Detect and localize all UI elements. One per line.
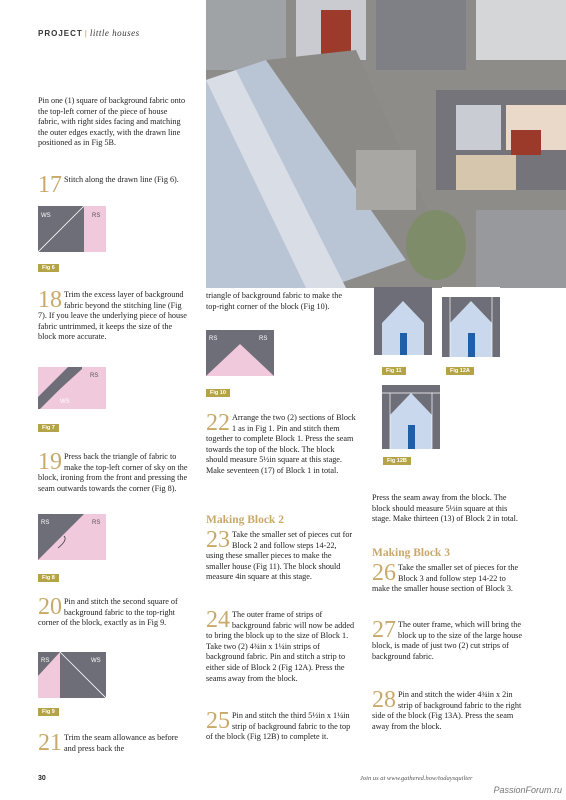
step-text: Pin and stitch the second square of background fabric to the top-right corner of the block, exactly as in Fig 9. — [38, 597, 178, 628]
ws-label: WS — [60, 399, 70, 405]
step-number: 23 — [206, 527, 230, 553]
rs-label: RS — [41, 658, 50, 664]
fig-12a-label: Fig 12A — [446, 367, 474, 375]
step-number: 20 — [38, 594, 62, 620]
step-number: 27 — [372, 617, 396, 643]
rs-label: RS — [209, 336, 218, 342]
step-text: Arrange the two (2) sections of Block 1 as in Fig 1. Pin and stitch them together to complete Block 1. Press the seam towards the top of the block. The block should measure 5½in square at this stage. Make seventeen (17) of Block 1 in total. — [206, 413, 356, 475]
fig-6-diagram — [38, 206, 106, 252]
step-text: Stitch along the drawn line (Fig 6). — [64, 175, 179, 184]
step-23 — [206, 527, 356, 583]
step-25-continued: Press the seam away from the block. The block should measure 5½in square at this stage. Make thirteen (13) of Block 2 in total. — [372, 493, 518, 524]
step-number: 21 — [38, 730, 62, 756]
rs-label-2: RS — [92, 520, 101, 526]
step-text: The outer frame of strips of background fabric will now be added to bring the block up to the size of Block 1. Take two (2) 4¾in x 1¼in strips of background fabric. Pin and stitch a strip to either side of Block 2 (Fig 12A). Press the seams away from the block. — [206, 610, 355, 683]
step-text: The outer frame, which will bring the block up to the size of the large house block, is made of just two (2) cut strips of background fabric. — [372, 620, 522, 661]
fig-11-label: Fig 11 — [382, 367, 406, 375]
step-20 — [38, 594, 188, 629]
fig-9-label: Fig 9 — [38, 708, 59, 716]
fig-10-diagram — [206, 330, 274, 376]
rs-label: RS — [41, 520, 50, 526]
fig-6-label: Fig 6 — [38, 264, 59, 272]
intro-text: Pin one (1) square of background fabric onto the top-left corner of the piece of house fabric, with right sides facing and matching the outer edges exactly, with the drawn line positioned as in Fig 5B. — [38, 96, 186, 148]
section-heading-block-2: Making Block 2 — [206, 514, 284, 526]
step-number: 28 — [372, 687, 396, 713]
fig-8-label: Fig 8 — [38, 574, 59, 582]
step-19 — [38, 449, 188, 494]
step-text: Take the smaller set of pieces for the Block 3 and follow step 14-22 to make the smaller house section of Block 3. — [372, 563, 519, 594]
step-text: Pin and stitch the third 5½in x 1¼in strip of background fabric to the top of the block (Fig 12B) to complete it. — [206, 711, 351, 742]
step-number: 26 — [372, 560, 396, 586]
step-22 — [206, 410, 356, 477]
step-text: Pin and stitch the wider 4¾in x 2in strip of background fabric to the right side of the block (Fig 13A). Press the seam away from the block. — [372, 690, 522, 731]
section-heading-block-3: Making Block 3 — [372, 547, 450, 559]
fig-11-diagram — [374, 287, 432, 357]
step-text: Take the smaller set of pieces cut for Block 2 and follow steps 14-22, using these smaller pieces to make the smaller house (Fig 11). The block should measure 4in square at this stage. — [206, 530, 353, 582]
step-text: Press back the triangle of fabric to make the top-left corner of sky on the block, ironing from the front and pressing the seam outwards towards the corner (Fig 8). — [38, 452, 188, 493]
watermark: PassionForum.ru — [493, 785, 562, 795]
step-number: 17 — [38, 172, 62, 198]
ws-label: WS — [41, 213, 51, 219]
footer-link[interactable]: Join us at www.gathered.how/todaysquilter — [360, 775, 473, 782]
step-21 — [38, 730, 188, 756]
header-project: PROJECT — [38, 29, 83, 38]
step-25 — [206, 708, 356, 743]
fig-7-label: Fig 7 — [38, 424, 59, 432]
step-number: 24 — [206, 607, 230, 633]
header-separator: | — [84, 29, 88, 38]
page-number: 30 — [38, 775, 46, 782]
step-number: 18 — [38, 287, 62, 313]
fig-12b-label: Fig 12B — [383, 457, 411, 465]
step-21-continued: triangle of background fabric to make the top-right corner of the block (Fig 10). — [206, 291, 342, 311]
rs-label: RS — [90, 373, 99, 379]
ws-label: WS — [91, 658, 101, 664]
fig-7-diagram — [38, 367, 106, 409]
fig-12b-diagram — [382, 385, 440, 449]
fig-8-diagram — [38, 514, 106, 560]
quilt-photo — [206, 0, 566, 288]
step-27 — [372, 617, 522, 662]
fig-10-label: Fig 10 — [206, 389, 230, 397]
step-24 — [206, 607, 356, 684]
step-28 — [372, 687, 522, 732]
step-17 — [38, 172, 188, 198]
page-header — [38, 28, 140, 38]
rs-label-2: RS — [259, 336, 268, 342]
step-26 — [372, 560, 522, 595]
fig-9-diagram — [38, 652, 106, 698]
header-title: little houses — [89, 28, 140, 38]
step-number: 19 — [38, 449, 62, 475]
fig-12a-diagram — [442, 287, 500, 357]
step-text: Trim the excess layer of background fabric beyond the stitching line (Fig 7). If you leave the underlying piece of house fabric untrimmed, it keeps the size of the block more accurate. — [38, 290, 187, 342]
step-number: 25 — [206, 708, 230, 734]
step-number: 22 — [206, 410, 230, 436]
rs-label: RS — [92, 213, 101, 219]
step-text: Trim the seam allowance as before and press back the — [64, 733, 179, 753]
step-18 — [38, 287, 188, 343]
